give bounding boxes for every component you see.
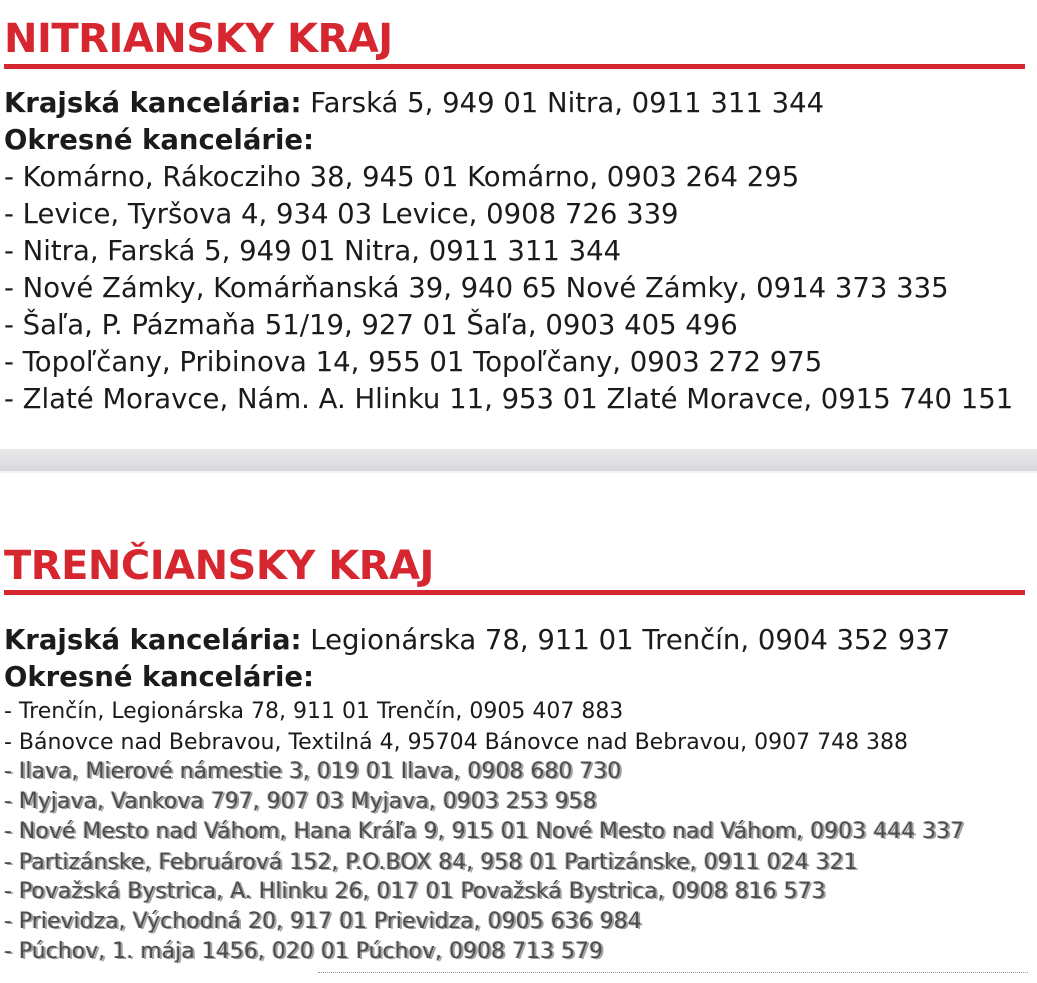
list-item: - Trenčín, Legionárska 78, 911 01 Trenčín, 0905 407 883 [4,699,624,724]
list-item: - Myjava, Vankova 797, 907 03 Myjava, 0903 253 958 [4,789,597,814]
list-item: - Nové Zámky, Komárňanská 39, 940 65 Nové Zámky, 0914 373 335 [4,272,949,304]
list-item: - Topoľčany, Pribinova 14, 955 01 Topoľčany, 0903 272 975 [4,346,823,378]
district-offices-label: Okresné kancelárie: [4,124,315,156]
regional-office-label: Krajská kancelária: [4,624,302,656]
list-item: - Komárno, Rákocziho 38, 945 01 Komárno, 0903 264 295 [4,161,800,193]
regional-office-address: Legionárska 78, 911 01 Trenčín, 0904 352 937 [301,624,951,656]
list-item: - Ilava, Mierové námestie 3, 019 01 Ilava, 0908 680 730 [4,759,622,784]
regional-office-address: Farská 5, 949 01 Nitra, 0911 311 344 [301,87,825,119]
list-item: - Partizánske, Februárová 152, P.O.BOX 84, 958 01 Partizánske, 0911 024 321 [4,850,858,875]
list-item: - Šaľa, P. Pázmaňa 51/19, 927 01 Šaľa, 0903 405 496 [4,309,738,341]
list-item: - Považská Bystrica, A. Hlinku 26, 017 01 Považská Bystrica, 0908 816 573 [4,879,826,904]
regional-office-line [4,85,824,122]
title-underline [4,590,1025,595]
title-underline [4,64,1025,69]
list-item: - Zlaté Moravce, Nám. A. Hlinku 11, 953 01 Zlaté Moravce, 0915 740 151 [4,383,1014,415]
district-offices-label: Okresné kancelárie: [4,661,315,693]
regional-office-label: Krajská kancelária: [4,87,302,119]
section-title-trencin: TRENČIANSKY KRAJ [4,543,434,589]
section-divider [0,449,1037,471]
list-item: - Prievidza, Východná 20, 917 01 Prievidza, 0905 636 984 [4,909,642,934]
list-item: - Nové Mesto nad Váhom, Hana Kráľa 9, 915 01 Nové Mesto nad Váhom, 0903 444 337 [4,819,965,844]
regional-office-line [4,622,950,659]
section-title-nitra: NITRIANSKY KRAJ [4,16,393,62]
list-item: - Bánovce nad Bebravou, Textilná 4, 95704 Bánovce nad Bebravou, 0907 748 388 [4,730,909,755]
list-item: - Nitra, Farská 5, 949 01 Nitra, 0911 311 344 [4,235,622,267]
list-item: - Púchov, 1. mája 1456, 020 01 Púchov, 0908 713 579 [4,939,603,964]
list-item: - Levice, Tyršova 4, 934 03 Levice, 0908 726 339 [4,198,679,230]
section-divider-edge [0,471,1037,473]
dotted-rule [318,972,1028,973]
